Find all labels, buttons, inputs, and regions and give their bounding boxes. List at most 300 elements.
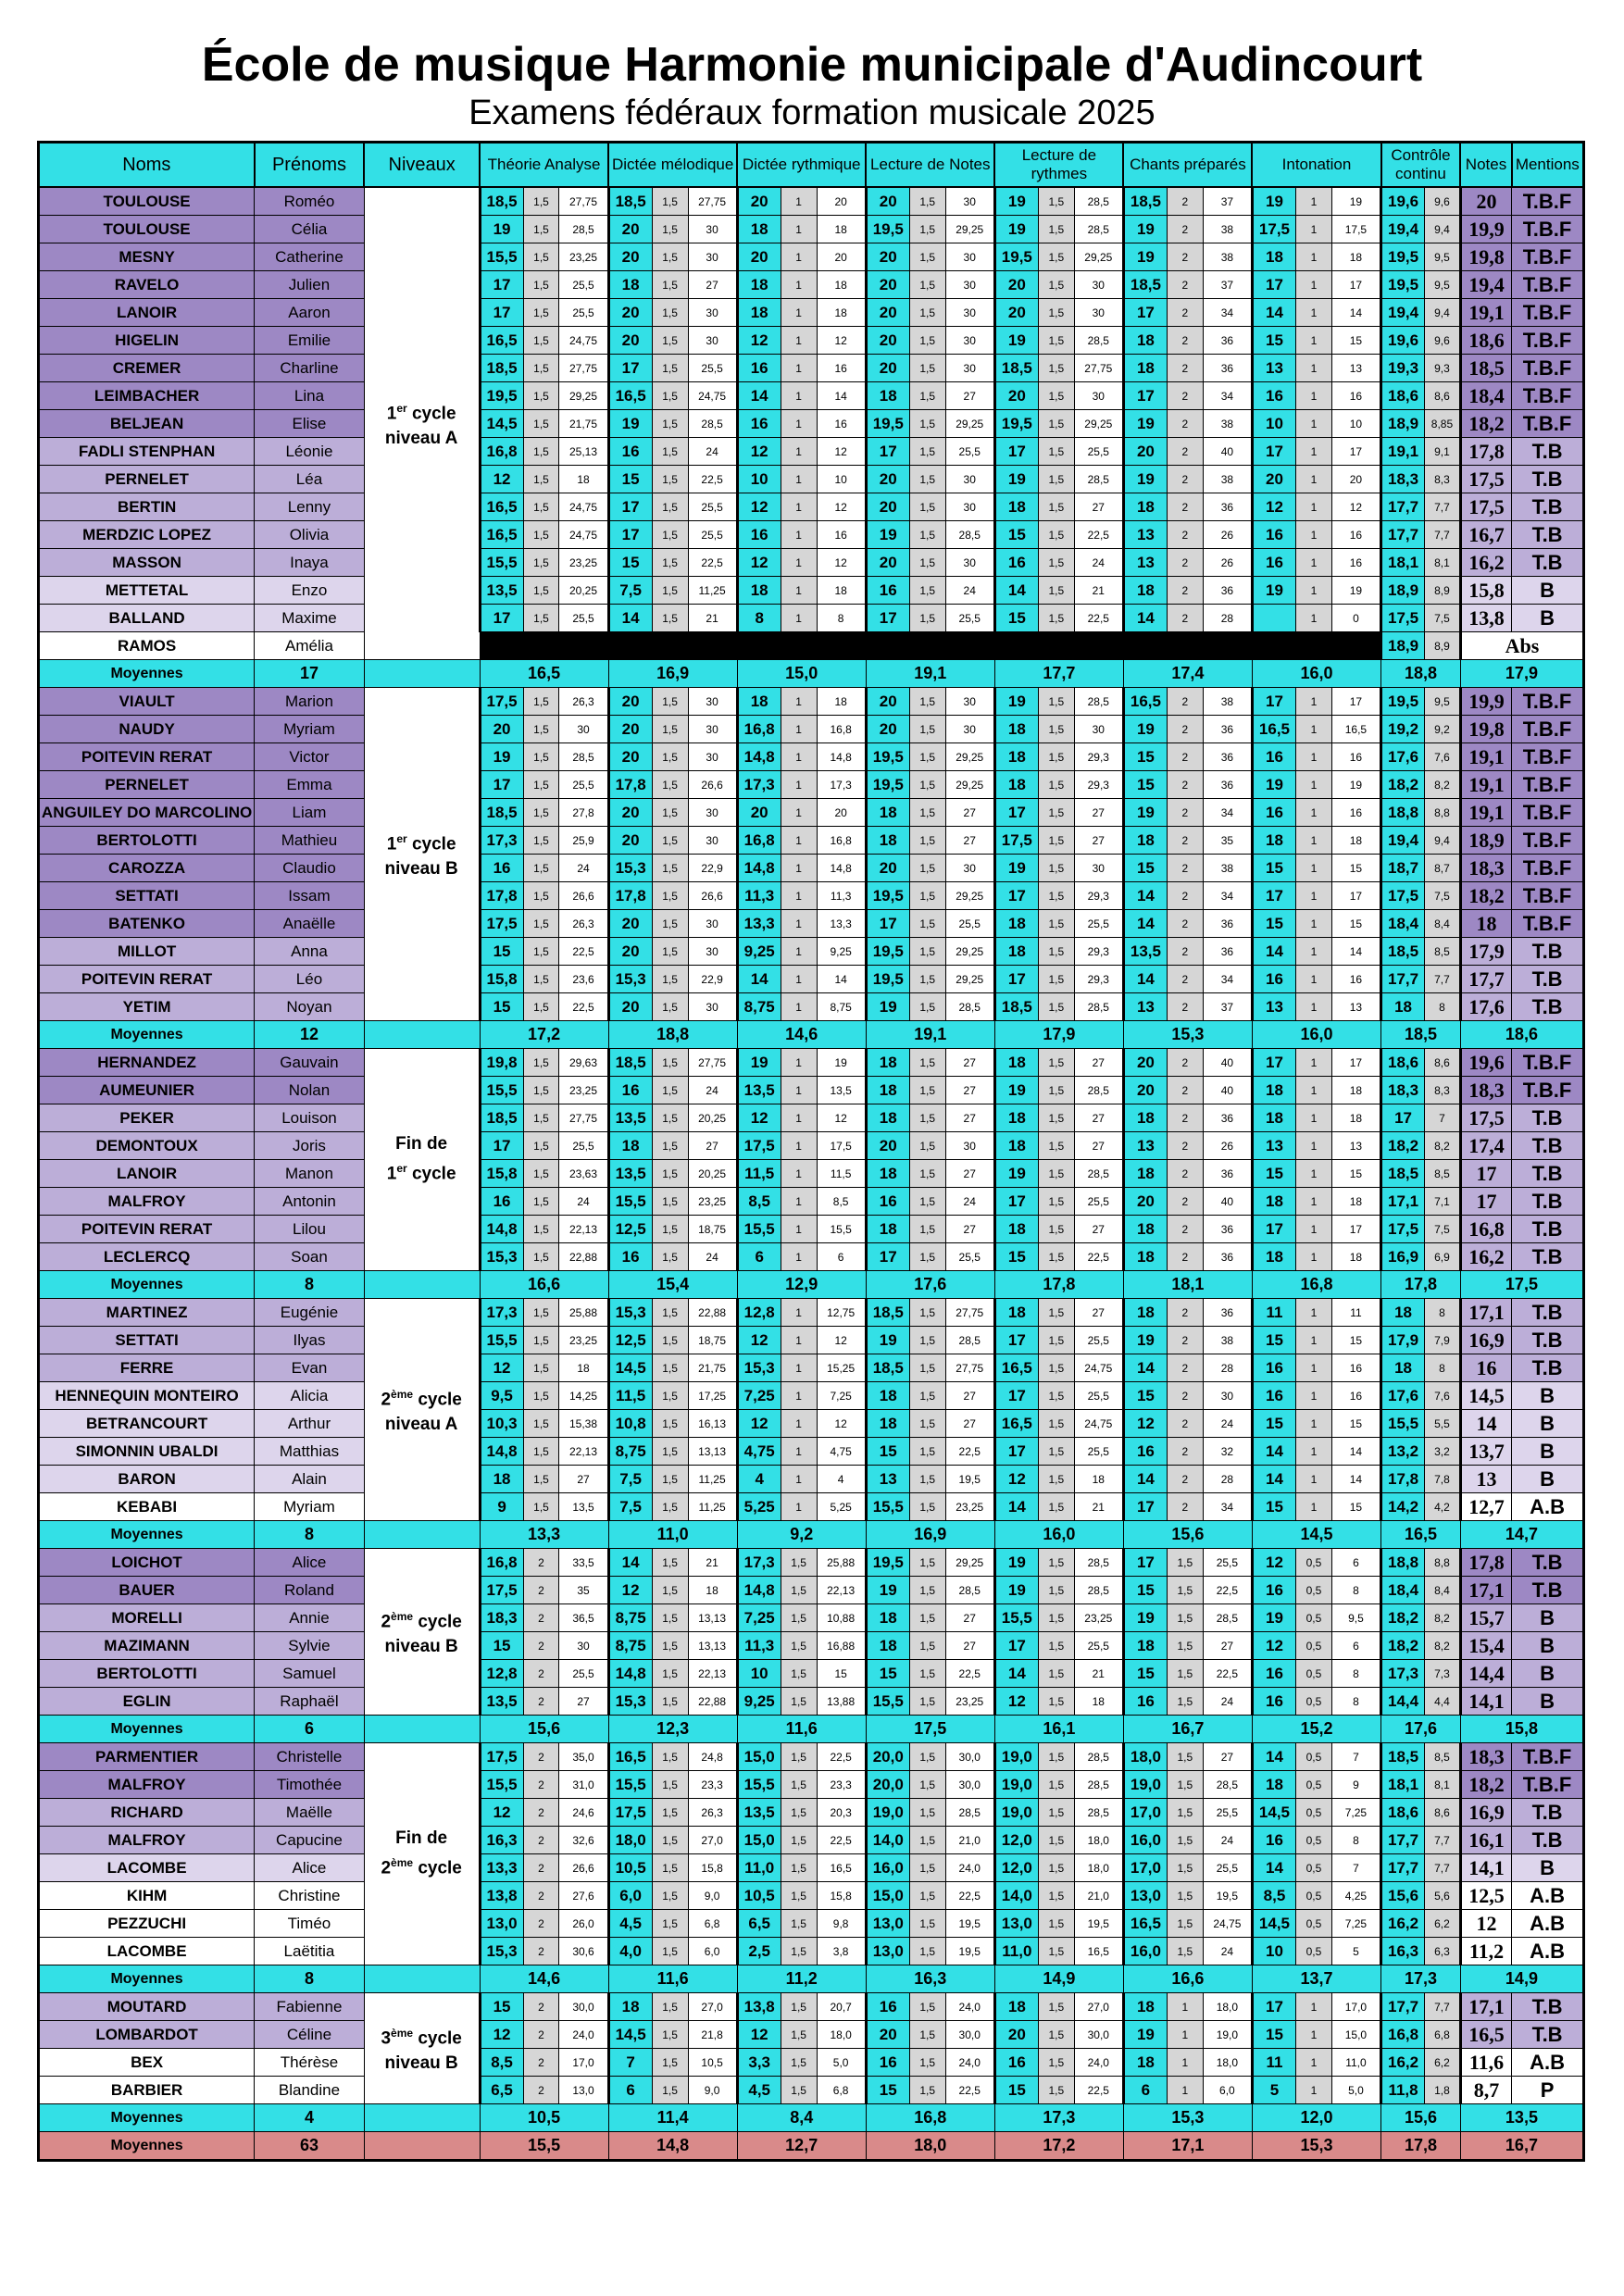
points-cell: 28,5 (559, 216, 608, 243)
points-cell: 28,5 (1074, 1799, 1123, 1827)
grade-cell: 16 (480, 855, 523, 882)
student-first-name: Alicia (255, 1382, 365, 1410)
average-label: Moyennes (39, 660, 255, 688)
grade-cell: 16,8 (480, 438, 523, 466)
grade-cell: 15 (994, 605, 1038, 632)
absent-block (480, 632, 1380, 660)
grade-cell: 10,8 (608, 1410, 652, 1438)
coef-cell: 1,5 (909, 216, 945, 243)
coef-cell: 1,5 (523, 216, 559, 243)
student-last-name: BERTOLOTTI (39, 827, 255, 855)
points-cell: 29,3 (1074, 882, 1123, 910)
student-last-name: PEZZUCHI (39, 1910, 255, 1938)
grade-cell: 17,6 (1381, 743, 1425, 771)
grade-cell: 19,5 (866, 938, 909, 966)
coef-cell: 2 (1167, 855, 1203, 882)
points-cell: 29,25 (559, 382, 608, 410)
grade-cell: 10 (1252, 1938, 1295, 1965)
grade-cell: 19 (1123, 716, 1167, 743)
grade-cell: 15 (994, 2077, 1038, 2104)
grade-cell: 17,5 (480, 1577, 523, 1604)
points-cell: 36 (1203, 1216, 1252, 1243)
grade-cell: 18 (994, 1993, 1038, 2021)
grade-cell: 11,0 (737, 1854, 781, 1882)
grade-cell: 18 (1252, 1188, 1295, 1216)
coef-cell: 1,5 (1038, 2021, 1074, 2049)
points-cell: 30,0 (945, 1743, 994, 1771)
points-cell: 21,8 (688, 2021, 737, 2049)
coef-cell: 1,5 (652, 1049, 688, 1077)
group-average-row (39, 2104, 1584, 2132)
coef-cell: 9,1 (1425, 438, 1461, 466)
grade-cell: 17,5 (480, 688, 523, 716)
table-row (39, 243, 1584, 271)
student-last-name: BARON (39, 1466, 255, 1493)
grade-cell: 13 (1123, 1132, 1167, 1160)
grade-cell: 16 (737, 521, 781, 549)
student-last-name: BERTOLOTTI (39, 1660, 255, 1688)
grade-cell: 14 (1123, 605, 1167, 632)
table-row (39, 799, 1584, 827)
grade-cell: 18,9 (1381, 632, 1425, 660)
coef-cell: 8,6 (1425, 1049, 1461, 1077)
points-cell: 27 (945, 1160, 994, 1188)
average-blank (364, 660, 480, 688)
points-cell: 23,25 (945, 1493, 994, 1521)
coef-cell: 1,5 (909, 1549, 945, 1577)
coef-cell: 1,5 (652, 2049, 688, 2077)
grade-cell: 18 (737, 216, 781, 243)
coef-cell: 1,5 (1038, 243, 1074, 271)
points-cell: 11,25 (688, 577, 737, 605)
coef-cell: 1,5 (1038, 521, 1074, 549)
final-note: 14,5 (1460, 1382, 1511, 1410)
grade-cell: 13,5 (480, 577, 523, 605)
points-cell: 19 (1331, 577, 1380, 605)
table-row (39, 1354, 1584, 1382)
grade-cell: 16 (608, 1077, 652, 1104)
final-note: 18,5 (1460, 355, 1511, 382)
grade-cell: 19 (994, 1077, 1038, 1104)
grade-cell: 7,25 (737, 1382, 781, 1410)
grade-cell: 18,9 (1381, 577, 1425, 605)
coef-cell: 8,2 (1425, 1632, 1461, 1660)
coef-cell: 1,5 (523, 549, 559, 577)
points-cell: 14 (1331, 299, 1380, 327)
mention-cell: T.B (1512, 966, 1584, 993)
grade-cell: 17,0 (1123, 1854, 1167, 1882)
student-last-name: LANOIR (39, 299, 255, 327)
points-cell: 14,8 (817, 743, 866, 771)
grade-cell: 8,75 (608, 1438, 652, 1466)
student-count: 63 (255, 2132, 365, 2161)
grade-cell: 16,2 (1381, 2049, 1425, 2077)
grade-cell: 19,2 (1381, 716, 1425, 743)
grade-cell: 20 (866, 187, 909, 216)
subject-average: 14,8 (608, 2132, 737, 2161)
points-cell: 18 (817, 688, 866, 716)
points-cell: 31,0 (559, 1771, 608, 1799)
points-cell: 12,75 (817, 1299, 866, 1327)
points-cell: 15 (1331, 1327, 1380, 1354)
coef-cell: 1,5 (1038, 1771, 1074, 1799)
student-count: 8 (255, 1965, 365, 1993)
points-cell: 6,0 (688, 1938, 737, 1965)
final-note: Abs (1460, 632, 1583, 660)
header-subject: Chants préparés (1123, 143, 1252, 188)
grade-cell: 16 (1252, 1827, 1295, 1854)
grade-cell: 18,7 (1381, 855, 1425, 882)
table-row (39, 827, 1584, 855)
coef-cell: 1,5 (909, 938, 945, 966)
grade-cell: 18,5 (866, 1299, 909, 1327)
mention-cell: T.B.F (1512, 410, 1584, 438)
grade-cell: 19,5 (1381, 271, 1425, 299)
table-row (39, 438, 1584, 466)
grade-cell: 11,0 (994, 1938, 1038, 1965)
points-cell: 7,25 (1331, 1799, 1380, 1827)
final-note: 19,1 (1460, 771, 1511, 799)
coef-cell: 1 (781, 1410, 817, 1438)
points-cell: 24,75 (559, 327, 608, 355)
mention-cell: T.B (1512, 1104, 1584, 1132)
coef-cell: 2 (1167, 743, 1203, 771)
grade-cell: 17,9 (1381, 1327, 1425, 1354)
points-cell: 13 (1331, 1132, 1380, 1160)
total-average-row (39, 2132, 1584, 2161)
student-first-name: Léonie (255, 438, 365, 466)
coef-cell: 1,5 (1038, 1799, 1074, 1827)
points-cell: 28,5 (1074, 1577, 1123, 1604)
coef-cell: 8,2 (1425, 1132, 1461, 1160)
points-cell: 26 (1203, 1132, 1252, 1160)
points-cell: 34 (1203, 966, 1252, 993)
grade-cell: 17,7 (1381, 1827, 1425, 1854)
grade-cell: 17 (994, 882, 1038, 910)
coef-cell: 1,5 (652, 438, 688, 466)
grade-cell: 14,8 (480, 1438, 523, 1466)
table-row (39, 1993, 1584, 2021)
average-blank (364, 2132, 480, 2161)
final-note: 17,7 (1460, 966, 1511, 993)
student-first-name: Fabienne (255, 1993, 365, 2021)
points-cell: 27 (945, 1077, 994, 1104)
coef-cell: 1,5 (652, 993, 688, 1021)
points-cell: 25,5 (1074, 1327, 1123, 1354)
coef-cell: 1,5 (523, 771, 559, 799)
grade-cell: 17,7 (1381, 966, 1425, 993)
points-cell: 15 (1331, 1160, 1380, 1188)
level-label: 1er cycle niveau B (364, 688, 480, 1021)
grade-cell: 17,5 (1381, 882, 1425, 910)
student-last-name: MASSON (39, 549, 255, 577)
mention-cell: T.B.F (1512, 688, 1584, 716)
grade-cell: 15,5 (1381, 1410, 1425, 1438)
points-cell: 34 (1203, 382, 1252, 410)
points-cell: 28,5 (1074, 1160, 1123, 1188)
points-cell: 36 (1203, 1160, 1252, 1188)
grade-cell: 18 (1252, 1243, 1295, 1271)
coef-cell: 1,5 (909, 688, 945, 716)
points-cell: 10,88 (817, 1604, 866, 1632)
grade-cell: 14 (1252, 938, 1295, 966)
coef-cell: 1,5 (1038, 771, 1074, 799)
grade-cell: 12 (737, 1410, 781, 1438)
coef-cell: 1,5 (523, 1049, 559, 1077)
coef-cell: 1,5 (909, 1354, 945, 1382)
coef-cell: 1,5 (909, 1660, 945, 1688)
points-cell: 9,8 (817, 1910, 866, 1938)
grade-cell: 20 (866, 271, 909, 299)
student-count: 6 (255, 1716, 365, 1743)
points-cell: 16 (1331, 799, 1380, 827)
points-cell: 20,25 (688, 1104, 737, 1132)
points-cell: 18 (1331, 827, 1380, 855)
header-noms: Noms (39, 143, 255, 188)
points-cell: 24,6 (559, 1799, 608, 1827)
grade-cell: 18 (866, 1604, 909, 1632)
coef-cell: 9,3 (1425, 355, 1461, 382)
grade-cell: 17 (866, 910, 909, 938)
grade-cell: 12 (737, 1104, 781, 1132)
table-row (39, 1299, 1584, 1327)
points-cell: 27,75 (1074, 355, 1123, 382)
grade-cell: 17 (1252, 1993, 1295, 2021)
grade-cell: 10,3 (480, 1410, 523, 1438)
grade-cell: 19,0 (994, 1743, 1038, 1771)
grade-cell: 19 (1252, 771, 1295, 799)
grade-cell: 10 (1252, 410, 1295, 438)
coef-cell: 1,5 (652, 688, 688, 716)
student-first-name: Alice (255, 1854, 365, 1882)
grade-cell: 13,0 (480, 1910, 523, 1938)
grade-cell: 18 (1123, 1993, 1167, 2021)
points-cell: 8,75 (817, 993, 866, 1021)
points-cell: 9,5 (1331, 1604, 1380, 1632)
coef-cell: 2 (523, 1854, 559, 1882)
points-cell: 30 (688, 327, 737, 355)
level-label: 1er cycle niveau A (364, 187, 480, 660)
grade-cell: 17,3 (737, 1549, 781, 1577)
mention-cell: T.B (1512, 521, 1584, 549)
coef-cell: 1 (781, 1160, 817, 1188)
grade-cell: 19,0 (1123, 1771, 1167, 1799)
points-cell: 11 (1331, 1299, 1380, 1327)
points-cell: 38 (1203, 216, 1252, 243)
coef-cell: 7,7 (1425, 966, 1461, 993)
coef-cell: 1 (781, 716, 817, 743)
grade-cell: 19 (480, 743, 523, 771)
coef-cell: 1,5 (1038, 1466, 1074, 1493)
student-first-name: Enzo (255, 577, 365, 605)
grade-cell: 18,3 (480, 1604, 523, 1632)
points-cell: 20,25 (688, 1160, 737, 1188)
grade-cell: 20 (866, 493, 909, 521)
grade-cell: 16,5 (1123, 688, 1167, 716)
subject-average: 15,3 (1123, 1021, 1252, 1049)
grade-cell: 13,3 (737, 910, 781, 938)
coef-cell: 1,5 (523, 355, 559, 382)
grade-cell: 20 (866, 466, 909, 493)
points-cell: 29,3 (1074, 771, 1123, 799)
grade-cell: 12 (737, 1327, 781, 1354)
coef-cell: 1,5 (1167, 1799, 1203, 1827)
overall-average: 14,7 (1460, 1521, 1583, 1549)
coef-cell: 1 (781, 410, 817, 438)
points-cell: 30 (945, 493, 994, 521)
grade-cell: 17 (1123, 382, 1167, 410)
coef-cell: 6,3 (1425, 1938, 1461, 1965)
grade-cell: 6,5 (737, 1910, 781, 1938)
grade-cell: 15 (608, 466, 652, 493)
coef-cell: 8,5 (1425, 1160, 1461, 1188)
coef-cell: 0,5 (1295, 1910, 1331, 1938)
grade-cell: 15,0 (866, 1882, 909, 1910)
final-note: 14,1 (1460, 1854, 1511, 1882)
grade-cell: 18 (1123, 2049, 1167, 2077)
points-cell: 15,8 (817, 1882, 866, 1910)
points-cell: 24,0 (1074, 2049, 1123, 2077)
coef-cell: 1,5 (1167, 1743, 1203, 1771)
student-count: 4 (255, 2104, 365, 2132)
points-cell: 6 (1331, 1549, 1380, 1577)
mention-cell: A.B (1512, 1938, 1584, 1965)
coef-cell: 9,5 (1425, 271, 1461, 299)
points-cell: 9,0 (688, 2077, 737, 2104)
coef-cell: 0,5 (1295, 1743, 1331, 1771)
points-cell: 30 (945, 855, 994, 882)
grade-cell: 16 (866, 577, 909, 605)
final-note: 17,8 (1460, 438, 1511, 466)
coef-cell: 2 (1167, 1049, 1203, 1077)
points-cell: 25,5 (688, 355, 737, 382)
grade-cell: 9,5 (480, 1382, 523, 1410)
grade-cell: 17,7 (1381, 493, 1425, 521)
grade-cell: 20 (1252, 466, 1295, 493)
subject-average: 17,3 (994, 2104, 1123, 2132)
table-row (39, 187, 1584, 216)
final-note: 16,2 (1460, 549, 1511, 577)
points-cell: 27,0 (688, 1993, 737, 2021)
student-first-name: Alain (255, 1466, 365, 1493)
points-cell: 27 (945, 1216, 994, 1243)
coef-cell: 1 (1295, 327, 1331, 355)
points-cell: 30,6 (559, 1938, 608, 1965)
grade-cell: 16 (866, 1993, 909, 2021)
mention-cell: T.B (1512, 1799, 1584, 1827)
coef-cell: 1,5 (652, 521, 688, 549)
grade-cell: 19 (480, 216, 523, 243)
average-blank (364, 1965, 480, 1993)
coef-cell: 1 (1295, 827, 1331, 855)
student-first-name: Lina (255, 382, 365, 410)
coef-cell: 1,5 (781, 1771, 817, 1799)
grade-cell: 20 (994, 2021, 1038, 2049)
points-cell: 5 (1331, 1938, 1380, 1965)
points-cell: 11,5 (817, 1160, 866, 1188)
points-cell: 27 (1074, 493, 1123, 521)
coef-cell: 2 (1167, 549, 1203, 577)
grade-cell: 16,8 (737, 716, 781, 743)
grade-cell: 15,5 (480, 1327, 523, 1354)
points-cell: 27 (1074, 1299, 1123, 1327)
coef-cell: 1,5 (652, 2021, 688, 2049)
table-row (39, 1104, 1584, 1132)
coef-cell: 2 (1167, 1299, 1203, 1327)
mention-cell: T.B (1512, 1160, 1584, 1188)
mention-cell: T.B (1512, 438, 1584, 466)
subject-average: 11,6 (608, 1965, 737, 1993)
points-cell: 28,5 (1074, 216, 1123, 243)
points-cell: 23,25 (559, 1077, 608, 1104)
table-row (39, 1493, 1584, 1521)
grade-cell: 16,5 (480, 521, 523, 549)
final-note: 17,1 (1460, 1299, 1511, 1327)
coef-cell: 7,6 (1425, 743, 1461, 771)
coef-cell: 1 (1295, 1410, 1331, 1438)
points-cell: 15,25 (817, 1354, 866, 1382)
grade-cell: 19 (1252, 187, 1295, 216)
points-cell: 28,5 (1074, 187, 1123, 216)
points-cell: 28,5 (1203, 1771, 1252, 1799)
grade-cell: 18 (737, 271, 781, 299)
points-cell: 16,13 (688, 1410, 737, 1438)
grade-cell: 16,5 (608, 382, 652, 410)
coef-cell: 1 (1295, 1049, 1331, 1077)
grade-cell: 12 (737, 327, 781, 355)
grade-cell: 18,5 (1381, 938, 1425, 966)
grade-cell: 19,6 (1381, 187, 1425, 216)
grade-cell: 19,0 (866, 1799, 909, 1827)
coef-cell: 1,5 (523, 993, 559, 1021)
grade-cell: 20 (994, 382, 1038, 410)
grade-cell: 12,5 (608, 1216, 652, 1243)
coef-cell: 1,5 (909, 910, 945, 938)
final-note: 18,2 (1460, 1771, 1511, 1799)
coef-cell: 1,5 (652, 966, 688, 993)
student-last-name: MERDZIC LOPEZ (39, 521, 255, 549)
points-cell: 27 (945, 382, 994, 410)
coef-cell: 1 (781, 1132, 817, 1160)
student-last-name: RICHARD (39, 1799, 255, 1827)
grade-cell: 18 (994, 493, 1038, 521)
grade-cell: 18 (608, 1993, 652, 2021)
grade-cell: 18 (608, 1132, 652, 1160)
student-last-name: POITEVIN RERAT (39, 1216, 255, 1243)
points-cell: 21 (1074, 1493, 1123, 1521)
coef-cell: 1,5 (1038, 1577, 1074, 1604)
grade-cell: 11,3 (737, 1632, 781, 1660)
coef-cell: 1 (1295, 1299, 1331, 1327)
grade-cell: 18,5 (480, 1104, 523, 1132)
points-cell: 6,8 (817, 2077, 866, 2104)
points-cell: 30 (945, 299, 994, 327)
points-cell: 23,25 (559, 243, 608, 271)
grade-cell: 17 (1252, 1049, 1295, 1077)
grade-cell: 14 (1252, 1438, 1295, 1466)
grade-cell: 10 (737, 466, 781, 493)
coef-cell: 1 (1295, 771, 1331, 799)
points-cell: 18 (559, 466, 608, 493)
points-cell: 28 (1203, 605, 1252, 632)
grade-cell: 12 (480, 2021, 523, 2049)
coef-cell: 2 (1167, 382, 1203, 410)
coef-cell: 1,5 (652, 1327, 688, 1354)
grade-cell: 12 (1123, 1410, 1167, 1438)
points-cell: 16,5 (1331, 716, 1380, 743)
grade-cell: 7,5 (608, 577, 652, 605)
coef-cell: 1,5 (909, 1882, 945, 1910)
